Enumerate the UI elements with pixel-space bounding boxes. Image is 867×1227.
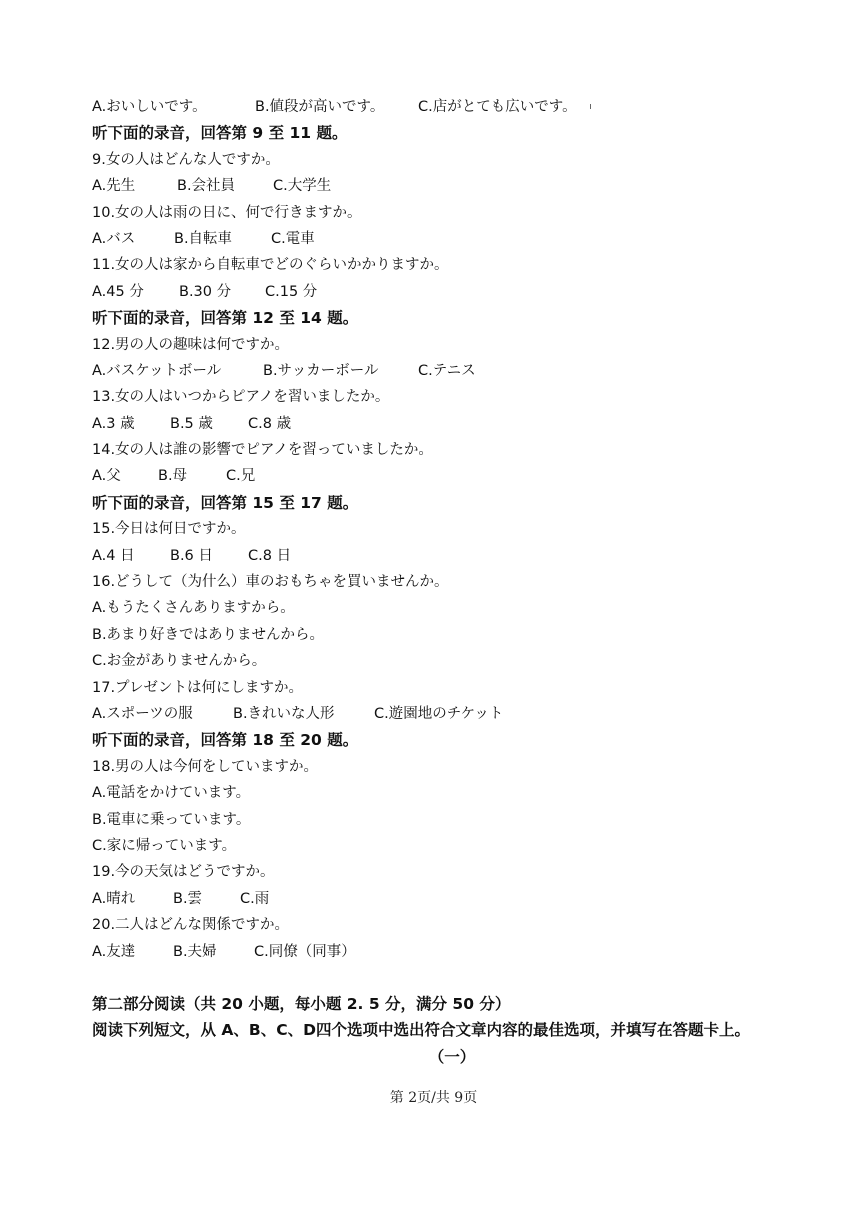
option-c: C.8 歳 bbox=[248, 415, 292, 432]
section-heading-18-20: 听下面的录音，回答第 18 至 20 题。 bbox=[92, 731, 359, 750]
question-17: 17.プレゼントは何にしますか。 bbox=[92, 679, 303, 696]
option-16-c: C.お金がありませんから。 bbox=[92, 653, 267, 670]
option-b: B.値段が高いです。 bbox=[255, 99, 385, 115]
option-18-c: C.家に帰っています。 bbox=[92, 837, 237, 854]
section-heading-9-11: 听下面的录音，回答第 9 至 11 题。 bbox=[92, 124, 348, 143]
question-18: 18.男の人は今何をしていますか。 bbox=[92, 758, 319, 775]
option-a: A.父 bbox=[92, 468, 121, 485]
section-heading-15-17: 听下面的录音，回答第 15 至 17 题。 bbox=[92, 493, 359, 512]
option-b: B.きれいな人形 bbox=[233, 705, 335, 722]
question-20: 20.二人はどんな関係ですか。 bbox=[92, 917, 290, 934]
option-c: C.大学生 bbox=[273, 178, 332, 195]
option-a: A.4 日 bbox=[92, 547, 135, 564]
options-q14 bbox=[92, 463, 812, 489]
option-c: C.15 分 bbox=[265, 283, 318, 300]
option-c: C.遊園地のチケット bbox=[374, 705, 504, 722]
question-14: 14.女の人は誰の影響でピアノを習っていましたか。 bbox=[92, 442, 433, 459]
option-a: A.バス bbox=[92, 230, 136, 247]
option-a: A.バスケットボール bbox=[92, 362, 222, 379]
part2-instruction: 阅读下列短文，从 A、B、C、D四个选项中选出符合文章内容的最佳选项，并填写在答题卡上。 bbox=[92, 1021, 750, 1040]
option-b: B.サッカーボール bbox=[263, 362, 379, 379]
option-b: B.雲 bbox=[173, 890, 203, 907]
option-c: C.8 日 bbox=[248, 547, 292, 564]
options-q17 bbox=[92, 701, 812, 727]
option-18-b: B.電車に乗っています。 bbox=[92, 811, 251, 828]
options-q12 bbox=[92, 358, 812, 384]
question-12: 12.男の人の趣味は何ですか。 bbox=[92, 336, 290, 353]
option-c: C.電車 bbox=[271, 230, 315, 247]
option-c: C.同僚（同事） bbox=[254, 943, 356, 960]
option-a: A.おいしいです。 bbox=[92, 99, 207, 115]
options-q15 bbox=[92, 543, 812, 569]
question-list bbox=[92, 94, 812, 1070]
options-q20 bbox=[92, 939, 812, 965]
part2-section-number: （一） bbox=[428, 1047, 476, 1066]
option-c: C.兄 bbox=[226, 468, 256, 485]
spacer bbox=[92, 965, 812, 991]
option-c: C.雨 bbox=[240, 890, 270, 907]
option-18-a: A.電話をかけています。 bbox=[92, 785, 251, 802]
option-16-a: A.もうたくさんありますから。 bbox=[92, 600, 295, 617]
option-b: B.6 日 bbox=[170, 547, 213, 564]
page-footer: 第 2页/共 9页 bbox=[389, 1090, 478, 1106]
option-a: A.スポーツの服 bbox=[92, 705, 193, 722]
option-a: A.45 分 bbox=[92, 283, 144, 300]
option-b: B.自転車 bbox=[174, 230, 233, 247]
options-q10 bbox=[92, 226, 812, 252]
option-a: A.3 歳 bbox=[92, 415, 135, 432]
option-b: B.夫婦 bbox=[173, 943, 217, 960]
options-q11 bbox=[92, 279, 812, 305]
question-11: 11.女の人は家から自転車でどのぐらいかかりますか。 bbox=[92, 257, 449, 274]
options-q19 bbox=[92, 886, 812, 912]
option-a: A.先生 bbox=[92, 178, 136, 195]
option-a: A.友達 bbox=[92, 943, 136, 960]
option-b: B.30 分 bbox=[179, 283, 232, 300]
options-q9 bbox=[92, 173, 812, 199]
option-b: B.会社員 bbox=[177, 178, 236, 195]
option-c: C.テニス bbox=[418, 362, 476, 379]
option-c: C.店がとても広いです。 bbox=[418, 99, 577, 115]
question-9: 9.女の人はどんな人ですか。 bbox=[92, 151, 280, 168]
question-19: 19.今の天気はどうですか。 bbox=[92, 864, 275, 881]
part2-title: 第二部分阅读（共 20 小题，每小题 2. 5 分，满分 50 分） bbox=[92, 994, 511, 1013]
section-heading-12-14: 听下面的录音，回答第 12 至 14 题。 bbox=[92, 309, 359, 328]
question-16: 16.どうして（为什么）車のおもちゃを買いませんか。 bbox=[92, 574, 449, 591]
question-10: 10.女の人は雨の日に、何で行きますか。 bbox=[92, 204, 362, 221]
option-a: A.晴れ bbox=[92, 890, 136, 907]
option-16-b: B.あまり好きではありませんから。 bbox=[92, 626, 325, 643]
option-b: B.母 bbox=[158, 468, 188, 485]
option-b: B.5 歳 bbox=[170, 415, 213, 432]
options-q8 bbox=[92, 94, 812, 120]
options-q13 bbox=[92, 411, 812, 437]
question-13: 13.女の人はいつからピアノを習いましたか。 bbox=[92, 389, 390, 406]
question-15: 15.今日は何日ですか。 bbox=[92, 521, 246, 538]
